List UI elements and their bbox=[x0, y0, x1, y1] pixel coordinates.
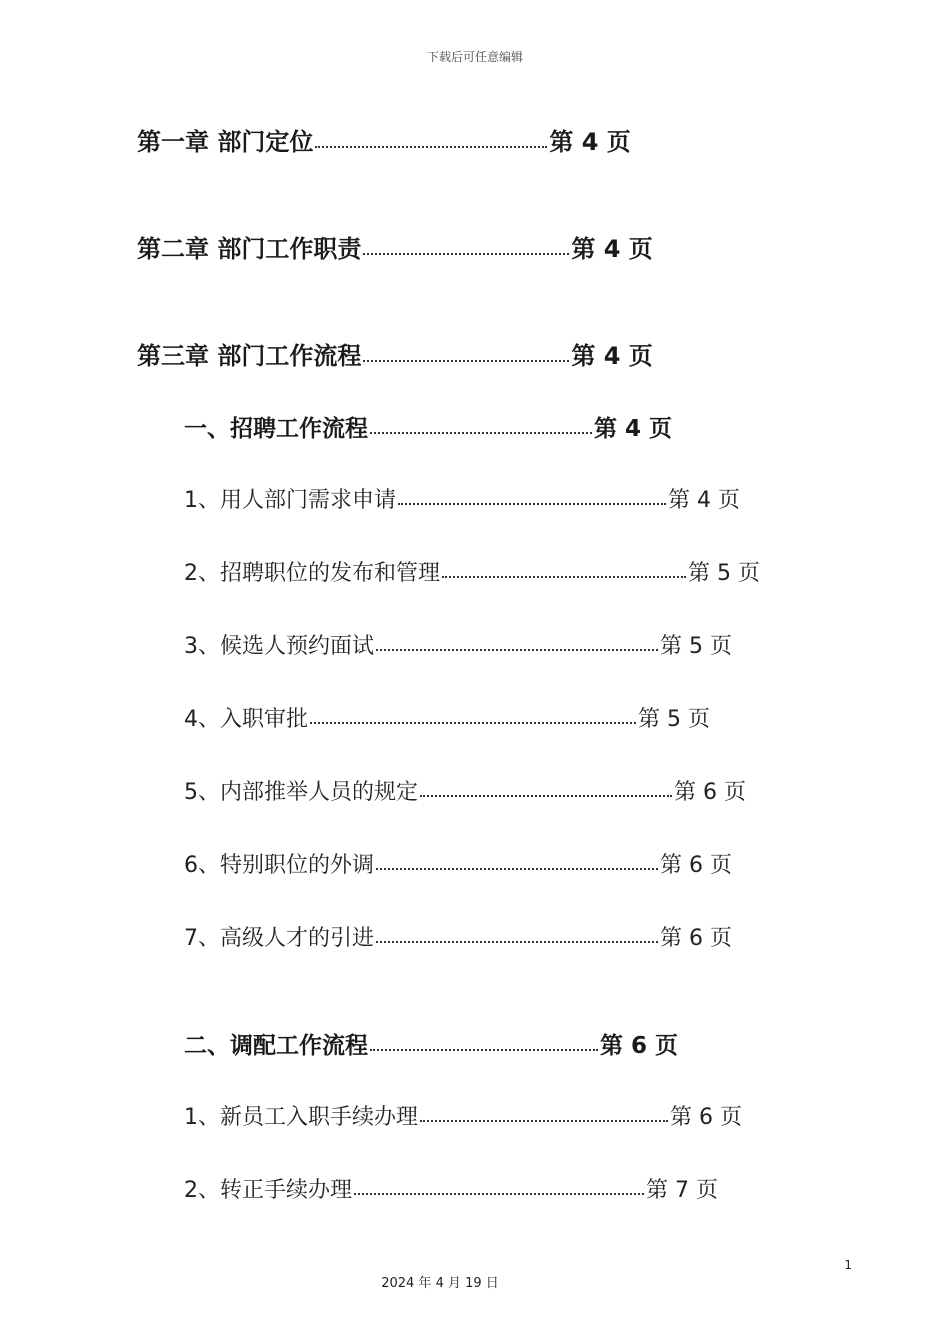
toc-item bbox=[184, 1173, 718, 1204]
toc-page: 第 5 页 bbox=[660, 634, 732, 659]
toc-leader bbox=[310, 721, 636, 724]
toc-item bbox=[184, 556, 760, 587]
toc-item bbox=[184, 702, 710, 733]
toc-page: 第 4 页 bbox=[571, 342, 653, 370]
toc-item bbox=[184, 921, 732, 952]
toc-item bbox=[184, 1100, 742, 1131]
toc-item bbox=[184, 775, 746, 806]
toc-page: 第 6 页 bbox=[660, 926, 732, 951]
page-number: 1 bbox=[844, 1258, 852, 1272]
toc-title: 3、候选人预约面试 bbox=[184, 634, 374, 659]
toc-leader bbox=[354, 1192, 644, 1195]
toc-leader bbox=[376, 648, 658, 651]
toc-page: 第 5 页 bbox=[638, 707, 710, 732]
toc-title: 第二章 部门工作职责 bbox=[137, 235, 362, 263]
toc-chapter-1 bbox=[137, 122, 631, 157]
page-header: 下载后可任意编辑 bbox=[426, 50, 523, 64]
toc-leader bbox=[420, 794, 672, 797]
toc-leader bbox=[442, 575, 686, 578]
toc-page: 第 6 页 bbox=[670, 1105, 742, 1130]
toc-page: 第 7 页 bbox=[646, 1178, 718, 1203]
toc-page: 第 5 页 bbox=[688, 561, 760, 586]
footer-date: 2024 年 4 月 19 日 bbox=[381, 1276, 499, 1291]
toc-chapter-3 bbox=[137, 336, 653, 371]
toc-leader bbox=[370, 431, 592, 434]
toc-title: 1、新员工入职手续办理 bbox=[184, 1105, 418, 1130]
toc-page: 第 4 页 bbox=[594, 416, 673, 442]
toc-leader bbox=[376, 867, 658, 870]
toc-leader bbox=[370, 1048, 598, 1051]
toc-page: 第 6 页 bbox=[600, 1033, 679, 1059]
toc-title: 2、招聘职位的发布和管理 bbox=[184, 561, 440, 586]
toc-item bbox=[184, 848, 732, 879]
toc-leader bbox=[420, 1119, 668, 1122]
toc-title: 第一章 部门定位 bbox=[137, 128, 314, 156]
toc-title: 6、特别职位的外调 bbox=[184, 853, 374, 878]
toc-page: 第 6 页 bbox=[660, 853, 732, 878]
toc-item bbox=[184, 629, 732, 660]
toc-title: 2、转正手续办理 bbox=[184, 1178, 352, 1203]
toc-title: 二、调配工作流程 bbox=[184, 1033, 368, 1059]
toc-title: 1、用人部门需求申请 bbox=[184, 488, 396, 513]
toc-section-1 bbox=[184, 410, 672, 443]
toc-title: 5、内部推举人员的规定 bbox=[184, 780, 418, 805]
toc-leader bbox=[363, 359, 569, 362]
toc-title: 4、入职审批 bbox=[184, 707, 308, 732]
toc-title: 7、高级人才的引进 bbox=[184, 926, 374, 951]
toc-page: 第 4 页 bbox=[571, 235, 653, 263]
toc-page: 第 4 页 bbox=[549, 128, 631, 156]
toc-leader bbox=[398, 502, 666, 505]
toc-leader bbox=[376, 940, 658, 943]
toc-leader bbox=[315, 145, 547, 148]
toc-leader bbox=[363, 252, 569, 255]
toc-section-2 bbox=[184, 1027, 678, 1060]
toc-item bbox=[184, 483, 740, 514]
toc-title: 第三章 部门工作流程 bbox=[137, 342, 362, 370]
toc-chapter-2 bbox=[137, 229, 653, 264]
toc-page: 第 6 页 bbox=[674, 780, 746, 805]
toc-page: 第 4 页 bbox=[668, 488, 740, 513]
toc-title: 一、招聘工作流程 bbox=[184, 416, 368, 442]
